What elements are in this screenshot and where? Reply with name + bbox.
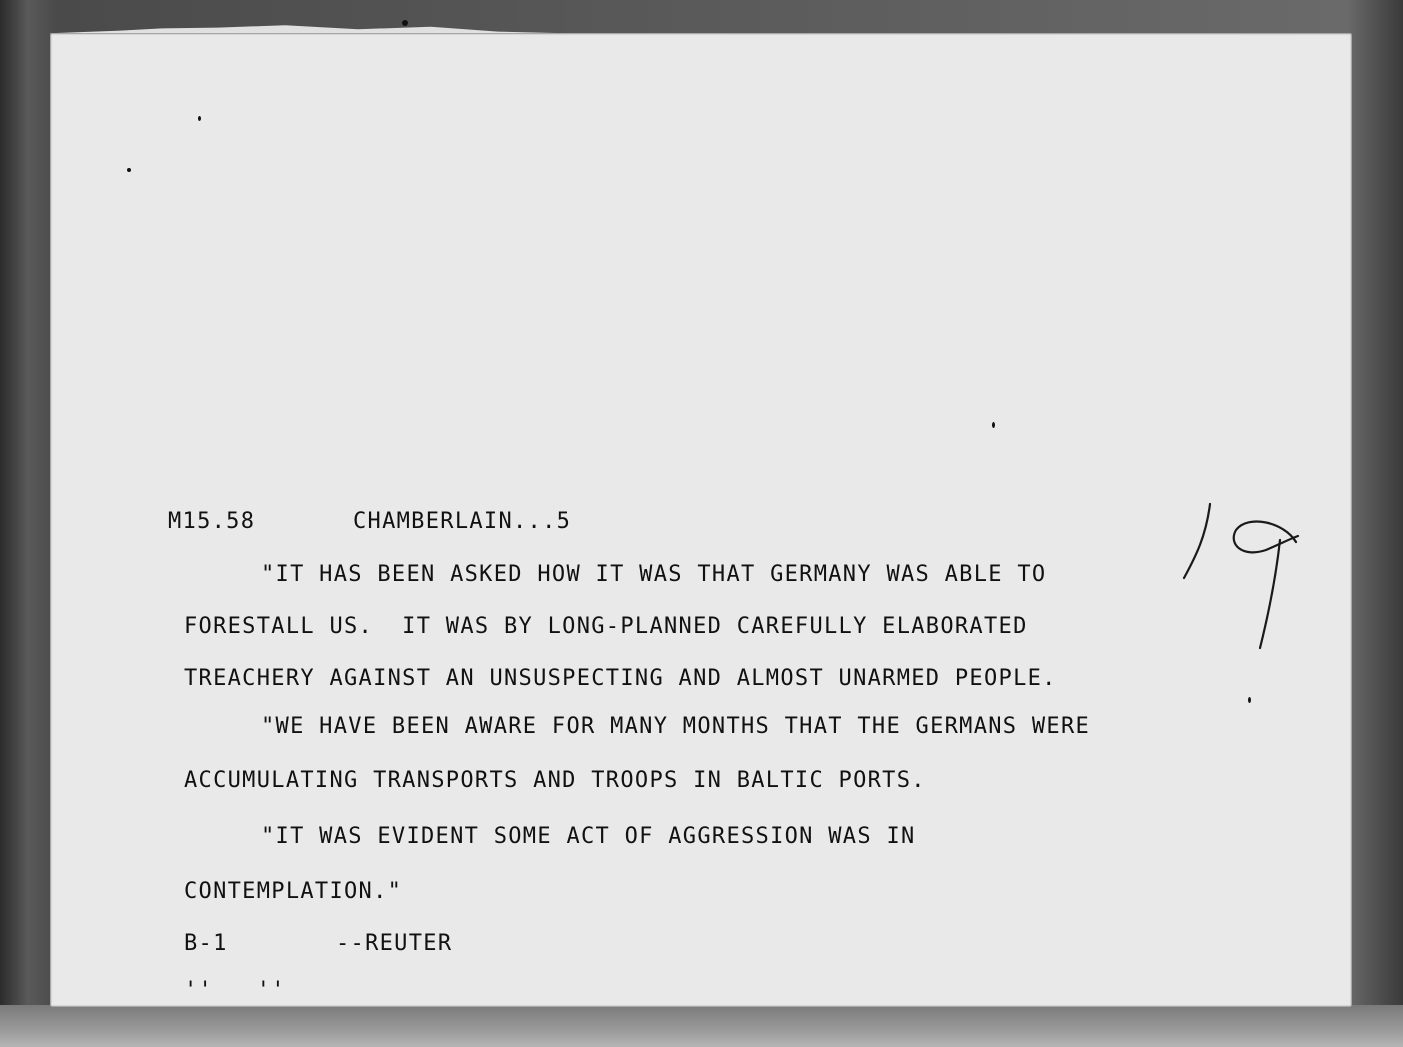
body-line: "WE HAVE BEEN AWARE FOR MANY MONTHS THAT THE GERMANS WERE — [261, 714, 1091, 739]
ink-speck — [402, 20, 408, 26]
body-line: ACCUMULATING TRANSPORTS AND TROOPS IN BALTIC PORTS. — [184, 768, 926, 793]
ink-speck — [198, 116, 201, 121]
handwritten-stroke-one — [1184, 504, 1210, 578]
body-line: FORESTALL US. IT WAS BY LONG-PLANNED CAREFULLY ELABORATED — [184, 614, 1028, 639]
dispatch-slug: CHAMBERLAIN...5 — [353, 509, 572, 534]
body-line: "IT WAS EVIDENT SOME ACT OF AGGRESSION WAS IN — [261, 824, 916, 849]
footer-code: B-1 — [184, 931, 228, 956]
ink-speck — [1248, 697, 1251, 703]
handwritten-stroke-nine-tail — [1260, 540, 1280, 648]
dispatch-code: M15.58 — [168, 509, 256, 534]
handwritten-stroke-nine-loop — [1234, 521, 1298, 552]
footer-marks: '' '' — [184, 978, 286, 1003]
backdrop-bottom-edge — [0, 1005, 1403, 1047]
body-line: "IT HAS BEEN ASKED HOW IT WAS THAT GERMANY WAS ABLE TO — [261, 562, 1047, 587]
ink-speck — [992, 422, 995, 428]
ink-speck — [127, 168, 131, 172]
footer-source: --REUTER — [336, 931, 453, 956]
body-line: TREACHERY AGAINST AN UNSUSPECTING AND ALMOST UNARMED PEOPLE. — [184, 666, 1057, 691]
body-line: CONTEMPLATION." — [184, 879, 403, 904]
handwritten-page-number — [1176, 496, 1306, 656]
